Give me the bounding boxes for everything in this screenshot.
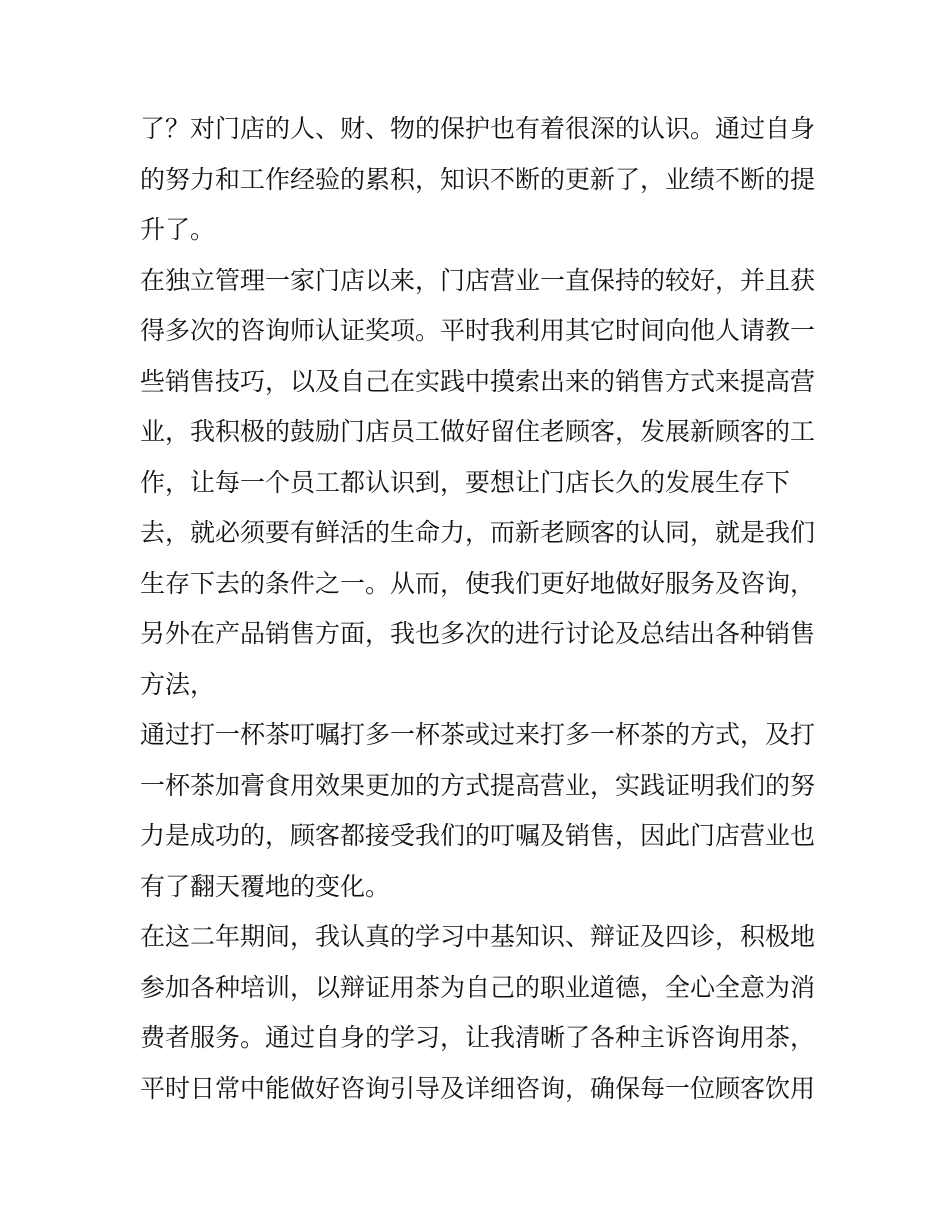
text-line: 费者服务。通过自身的学习，让我清晰了各种主诉咨询用茶， bbox=[140, 1023, 816, 1052]
text-line: 业，我积极的鼓励门店员工做好留住老顾客，发展新顾客的工 bbox=[140, 417, 816, 446]
paragraph-2 bbox=[140, 256, 820, 711]
text-line: 些销售技巧，以及自己在实践中摸索出来的销售方式来提高营 bbox=[140, 366, 816, 396]
text-line: 一杯茶加膏食用效果更加的方式提高营业，实践证明我们的努 bbox=[140, 770, 816, 800]
text-line: 在这二年期间，我认真的学习中基知识、辩证及四诊，积极地 bbox=[140, 922, 816, 951]
text-line: 生存下去的条件之一。从而，使我们更好地做好服务及咨询， bbox=[140, 568, 816, 598]
text-line: 通过打一杯茶叮嘱打多一杯茶或过来打多一杯茶的方式，及打 bbox=[140, 720, 816, 749]
document-body bbox=[140, 104, 820, 1114]
text-line: 另外在产品销售方面，我也多次的进行讨论及总结出各种销售 bbox=[140, 619, 816, 648]
text-line: 有了翻天覆地的变化。 bbox=[140, 871, 391, 901]
text-line: 了？对门店的人、财、物的保护也有着很深的认识。通过自身 bbox=[140, 114, 816, 143]
text-line: 得多次的咨询师认证奖项。平时我利用其它时间向他人请教一 bbox=[140, 316, 816, 345]
text-line: 在独立管理一家门店以来，门店营业一直保持的较好，并且获 bbox=[140, 265, 816, 295]
text-line: 的努力和工作经验的累积，知识不断的更新了，业绩不断的提 bbox=[140, 164, 816, 194]
text-line: 作，让每一个员工都认识到，要想让门店长久的发展生存下 bbox=[140, 467, 791, 497]
text-line: 方法， bbox=[140, 669, 216, 699]
paragraph-1 bbox=[140, 104, 820, 256]
text-line: 参加各种培训，以辩证用茶为自己的职业道德，全心全意为消 bbox=[140, 972, 816, 1002]
text-line: 去，就必须要有鲜活的生命力，而新老顾客的认同，就是我们 bbox=[140, 518, 816, 547]
paragraph-4 bbox=[140, 912, 820, 1114]
paragraph-3 bbox=[140, 710, 820, 912]
text-line: 力是成功的，顾客都接受我们的叮嘱及销售，因此门店营业也 bbox=[140, 821, 816, 850]
text-line: 升了。 bbox=[140, 215, 216, 244]
text-line: 平时日常中能做好咨询引导及详细咨询，确保每一位顾客饮用 bbox=[140, 1073, 816, 1103]
